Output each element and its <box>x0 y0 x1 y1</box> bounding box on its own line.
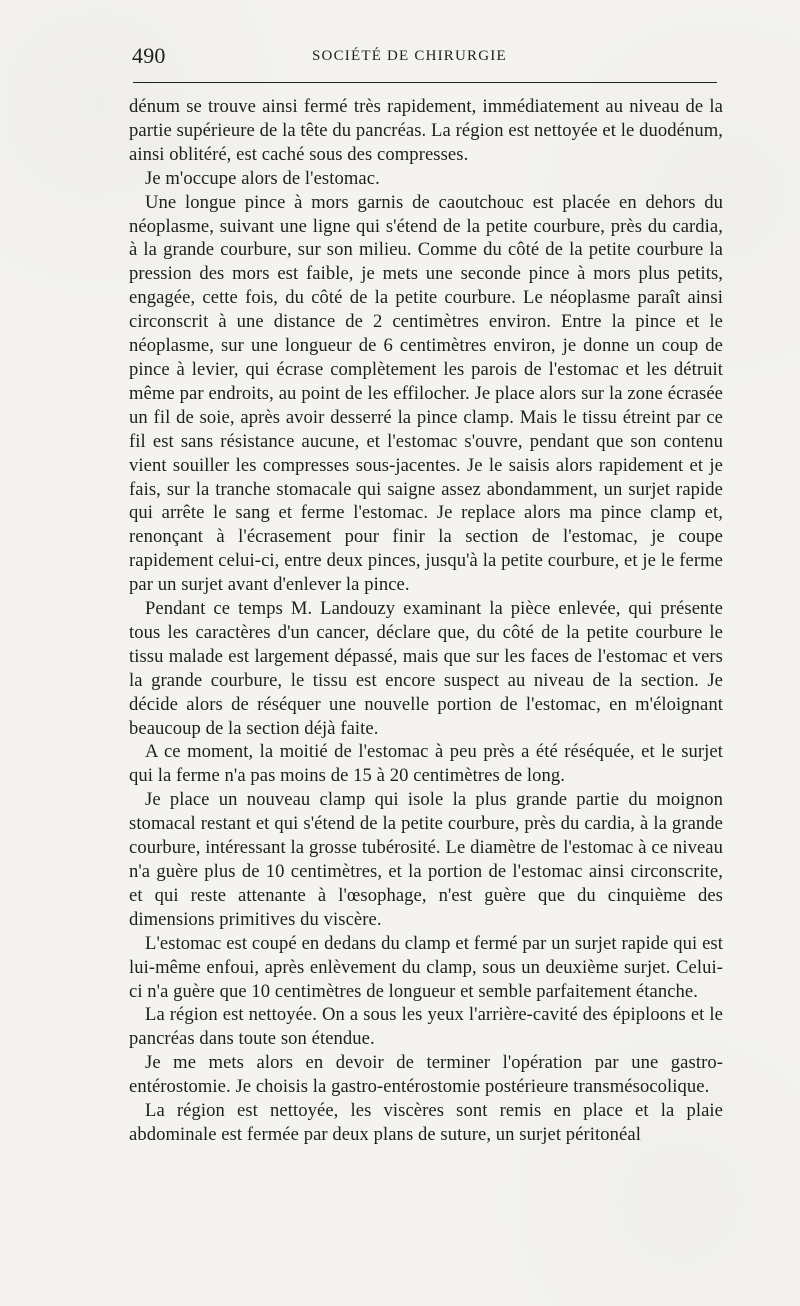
page-body <box>129 95 723 1147</box>
header-rule <box>133 82 717 83</box>
paragraph-8: La région est nettoyée. On a sous les yeux l'arrière-cavité des épiploons et le pancréas dans toute son étendue. <box>129 1004 723 1050</box>
paragraph-6: Je place un nouveau clamp qui isole la plus grande partie du moignon stomacal restant et qui s'étend de la petite courbure, près du cardia, à la grande courbure, intéressant la grosse tubérosité. Le diamètre de l'estomac à ce niveau n'a guère plus de 10 centimètres, et la portion de l'estomac ainsi circonscrite, et qui reste attenante à l'œsophage, n'est guère que du cinquième des dimensions primitives du viscère. <box>129 789 723 930</box>
paragraph-5: A ce moment, la moitié de l'estomac à peu près a été réséquée, et le surjet qui la ferme n'a pas moins de 15 à 20 centimètres de long. <box>129 741 723 787</box>
running-title: SOCIÉTÉ DE CHIRURGIE <box>312 48 507 64</box>
page-number: 490 <box>132 43 166 68</box>
paragraph-3: Une longue pince à mors garnis de caoutchouc est placée en dehors du néoplasme, suivant une ligne qui s'étend de la petite courbure, près du cardia, à la grande courbure, sur son milieu. Comme du côté de la petite courbure la pression des mors est faible, je mets une seconde pince à mors plus petits, engagée, cette fois, du côté de la petite courbure. Le néoplasme paraît ainsi circonscrit à une distance de 2 centimètres environ. Entre la pince et le néoplasme, sur une longueur de 6 centimètres environ, je donne un coup de pince à levier, qui écrase complètement les parois de l'estomac et les détruit même par endroits, au point de les effilocher. Je place alors sur la zone écrasée un fil de soie, après avoir desserré la pince clamp. Mais le tissu étreint par ce fil est sans résistance aucune, et l'estomac s'ouvre, pendant que son contenu vient souiller les compresses sous-jacentes. Je le saisis alors rapidement et je fais, sur la tranche stomacale qui saigne assez abondamment, un surjet rapide qui arrête le sang et ferme l'estomac. Je replace alors ma pince clamp et, renonçant à l'écrasement pour finir la section de l'estomac, je coupe rapidement celui-ci, entre deux pinces, jusqu'à la petite courbure, et je le ferme par un surjet avant d'enlever la pince. <box>129 191 723 596</box>
paragraph-1: dénum se trouve ainsi fermé très rapidement, immédiatement au niveau de la partie supérieure de la tête du pancréas. La région est nettoyée et le duodénum, ainsi oblitéré, est caché sous des compresses. <box>129 96 723 165</box>
page-header <box>132 43 716 71</box>
paragraph-9: Je me mets alors en devoir de terminer l'opération par une gastro-entérostomie. Je choisis la gastro-entérostomie postérieure transmésocolique. <box>129 1052 723 1098</box>
paragraph-4: Pendant ce temps M. Landouzy examinant la pièce enlevée, qui présente tous les caractères d'un cancer, déclare que, du côté de la petite courbure le tissu malade est largement dépassé, mais que sur les faces de l'estomac et vers la grande courbure, le tissu est encore suspect au niveau de la section. Je décide alors de réséquer une nouvelle portion de l'estomac, en m'éloignant beaucoup de la section déjà faite. <box>129 598 723 739</box>
paragraph-7: L'estomac est coupé en dedans du clamp et fermé par un surjet rapide qui est lui-même enfoui, après enlèvement du clamp, sous un deuxième surjet. Celui-ci n'a guère que 10 centimètres de longueur et semble parfaitement étanche. <box>129 932 723 1002</box>
paragraph-2: Je m'occupe alors de l'estomac. <box>145 167 380 189</box>
paragraph-10: La région est nettoyée, les viscères sont remis en place et la plaie abdominale est fermée par deux plans de suture, un surjet péritonéal <box>129 1100 723 1145</box>
